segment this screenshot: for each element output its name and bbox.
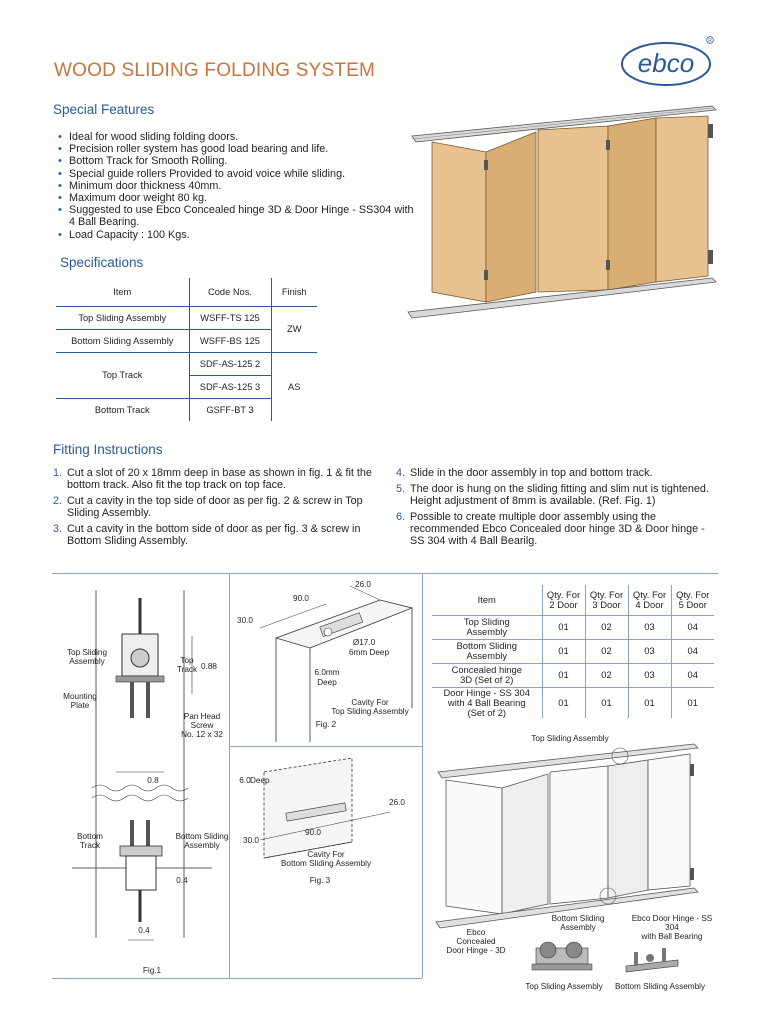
qty-header: Qty. For 5 Door: [671, 585, 714, 615]
fig2-deep: Deep: [317, 678, 337, 687]
fig1-bottom-sliding-label: Bottom Sliding Assembly: [175, 832, 229, 850]
instructions-left: [53, 467, 387, 552]
fig1-mounting-plate-label: Mounting Plate: [63, 692, 97, 710]
ebco-logo: [620, 34, 716, 90]
page-title: WOOD SLIDING FOLDING SYSTEM: [54, 60, 376, 81]
feature-item: • Bottom Track for Smooth Rolling.: [58, 155, 418, 167]
assembly-concealed-label: Ebco Concealed Door Hinge - 3D: [446, 928, 506, 955]
assembly-bottom-sliding-label: Bottom Sliding Assembly: [551, 914, 605, 932]
fig2-caption: Fig. 2: [315, 720, 337, 729]
qty-header: Qty. For 4 Door: [628, 585, 671, 615]
fig2-dim-26: 26.0: [355, 580, 371, 589]
fig2-dim-90: 90.0: [293, 594, 309, 603]
figure-divider: [229, 746, 422, 747]
fig3-cavity-label: Cavity For Bottom Sliding Assembly: [280, 850, 372, 868]
spec-item: Top Track: [56, 352, 189, 398]
fig1-pan-head-label: Pan Head Screw No. 12 x 32: [181, 712, 223, 739]
fig2-dim-6deep: 6mm Deep: [348, 648, 390, 657]
qty-value: 03: [628, 639, 671, 663]
quantity-table: [432, 585, 714, 718]
folding-door-illustration: [404, 100, 722, 322]
qty-item: Concealed hinge 3D (Set of 2): [432, 663, 542, 687]
spec-code: WSFF-BS 125: [189, 329, 271, 352]
specifications-table: [56, 278, 317, 421]
fig2-dim-17: Ø17.0: [352, 638, 376, 647]
fig1-top-track-label: Top Track: [176, 656, 198, 674]
top-sliding-part-drawing: [528, 936, 598, 978]
instruction-step: 4. Slide in the door assembly in top and bottom track.: [396, 467, 653, 479]
svg-text:R: R: [708, 38, 712, 44]
feature-item: • Load Capacity : 100 Kgs.: [58, 229, 418, 241]
fig3-caption: Fig. 3: [309, 876, 331, 885]
qty-item: Bottom Sliding Assembly: [432, 639, 542, 663]
fig3-dim-30: 30.0: [243, 836, 259, 845]
spec-code: SDF-AS-125 2: [189, 352, 271, 375]
assembly-top-sliding-label: Top Sliding Assembly: [531, 734, 609, 743]
top-sliding-part-label: Top Sliding Assembly: [525, 982, 603, 991]
qty-value: 01: [542, 639, 585, 663]
spec-header-item: Item: [56, 278, 189, 306]
qty-header: Qty. For 2 Door: [542, 585, 585, 615]
qty-header: Qty. For 3 Door: [585, 585, 628, 615]
fig2-dim-60: 6.0mm: [314, 668, 340, 677]
qty-value: 02: [585, 663, 628, 687]
spec-item: Top Sliding Assembly: [56, 306, 189, 329]
brand-name: ebco: [637, 48, 695, 78]
instructions-heading: Fitting Instructions: [53, 442, 163, 457]
spec-header-code: Code Nos.: [189, 278, 271, 306]
fig1-dim-088: 0.88: [201, 662, 217, 671]
instruction-step: 2. Cut a cavity in the top side of door as per fig. 2 & screw in Top Sliding Assembly.: [53, 495, 363, 520]
fig2-cavity-label: Cavity For Top Sliding Assembly: [331, 698, 409, 716]
fig1-dim-04a: 0.4: [176, 876, 188, 885]
assembly-illustration: [432, 738, 722, 934]
feature-item: • Precision roller system has good load bearing and life.: [58, 143, 418, 155]
qty-value: 03: [628, 663, 671, 687]
fig1-top-sliding-label: Top Sliding Assembly: [66, 648, 108, 666]
spec-finish: AS: [271, 352, 317, 421]
feature-item: • Suggested to use Ebco Concealed hinge 3D & Door Hinge - SS304 with 4 Ball Bearing.: [58, 204, 418, 228]
fig2-dim-30: 30.0: [237, 616, 253, 625]
qty-value: 02: [585, 639, 628, 663]
qty-value: 01: [671, 687, 714, 718]
fig1-dim-04b: 0.4: [138, 926, 150, 935]
features-heading: Special Features: [53, 102, 155, 117]
fig3-dim-90: 90.0: [305, 828, 321, 837]
instructions-right: [396, 467, 722, 552]
fig3-deep: Deep: [250, 776, 270, 785]
fig1-caption: Fig.1: [142, 966, 162, 975]
column-divider: [422, 573, 423, 978]
spec-code: WSFF-TS 125: [189, 306, 271, 329]
fig1-bottom-track-label: Bottom Track: [77, 832, 103, 850]
spec-item: Bottom Sliding Assembly: [56, 329, 189, 352]
instruction-step: 6. Possible to create multiple door assembly using the recommended Ebco Concealed door hinge 3D & Door hinge - SS 304 with 4 Ball Bearilg.: [396, 511, 705, 548]
qty-item: Top Sliding Assembly: [432, 615, 542, 639]
spec-finish: ZW: [271, 306, 317, 352]
qty-value: 01: [585, 687, 628, 718]
qty-value: 04: [671, 615, 714, 639]
fig1-dim-08: 0.8: [147, 776, 159, 785]
instruction-step: 3. Cut a cavity in the bottom side of door as per fig. 3 & screw in Bottom Sliding Assembly.: [53, 523, 361, 548]
fig3-dim-60: 6.0: [239, 776, 251, 785]
feature-item: • Maximum door weight 80 kg.: [58, 192, 418, 204]
section-divider: [52, 573, 718, 574]
bottom-sliding-part-label: Bottom Sliding Assembly: [614, 982, 706, 991]
qty-item: Door Hinge - SS 304 with 4 Ball Bearing (Set of 2): [432, 687, 542, 718]
instruction-step: 5. The door is hung on the sliding fitting and slim nut is tightened. Height adjustment of 8mm is available. (Ref. Fig. 1): [396, 483, 709, 508]
qty-value: 01: [542, 663, 585, 687]
bottom-divider: [52, 978, 422, 979]
qty-header: Item: [432, 585, 542, 615]
feature-item: • Ideal for wood sliding folding doors.: [58, 131, 418, 143]
spec-header-finish: Finish: [271, 278, 317, 306]
qty-value: 01: [542, 687, 585, 718]
qty-value: 01: [542, 615, 585, 639]
qty-value: 02: [585, 615, 628, 639]
qty-value: 01: [628, 687, 671, 718]
spec-code: GSFF-BT 3: [189, 398, 271, 421]
feature-item: • Special guide rollers Provided to avoid voice while sliding.: [58, 168, 418, 180]
feature-item: • Minimum door thickness 40mm.: [58, 180, 418, 192]
instruction-step: 1. Cut a slot of 20 x 18mm deep in base as shown in fig. 1 & fit the bottom track. Also fit the top track on top face.: [53, 467, 372, 492]
specifications-heading: Specifications: [60, 255, 144, 270]
bottom-sliding-part-drawing: [622, 944, 682, 978]
qty-value: 04: [671, 639, 714, 663]
fig3-dim-26: 26.0: [389, 798, 405, 807]
features-list: [58, 131, 418, 241]
qty-value: 03: [628, 615, 671, 639]
spec-code: SDF-AS-125 3: [189, 375, 271, 398]
qty-value: 04: [671, 663, 714, 687]
assembly-door-hinge-label: Ebco Door Hinge - SS 304 with Ball Bearing: [631, 914, 713, 941]
spec-item: Bottom Track: [94, 404, 150, 415]
